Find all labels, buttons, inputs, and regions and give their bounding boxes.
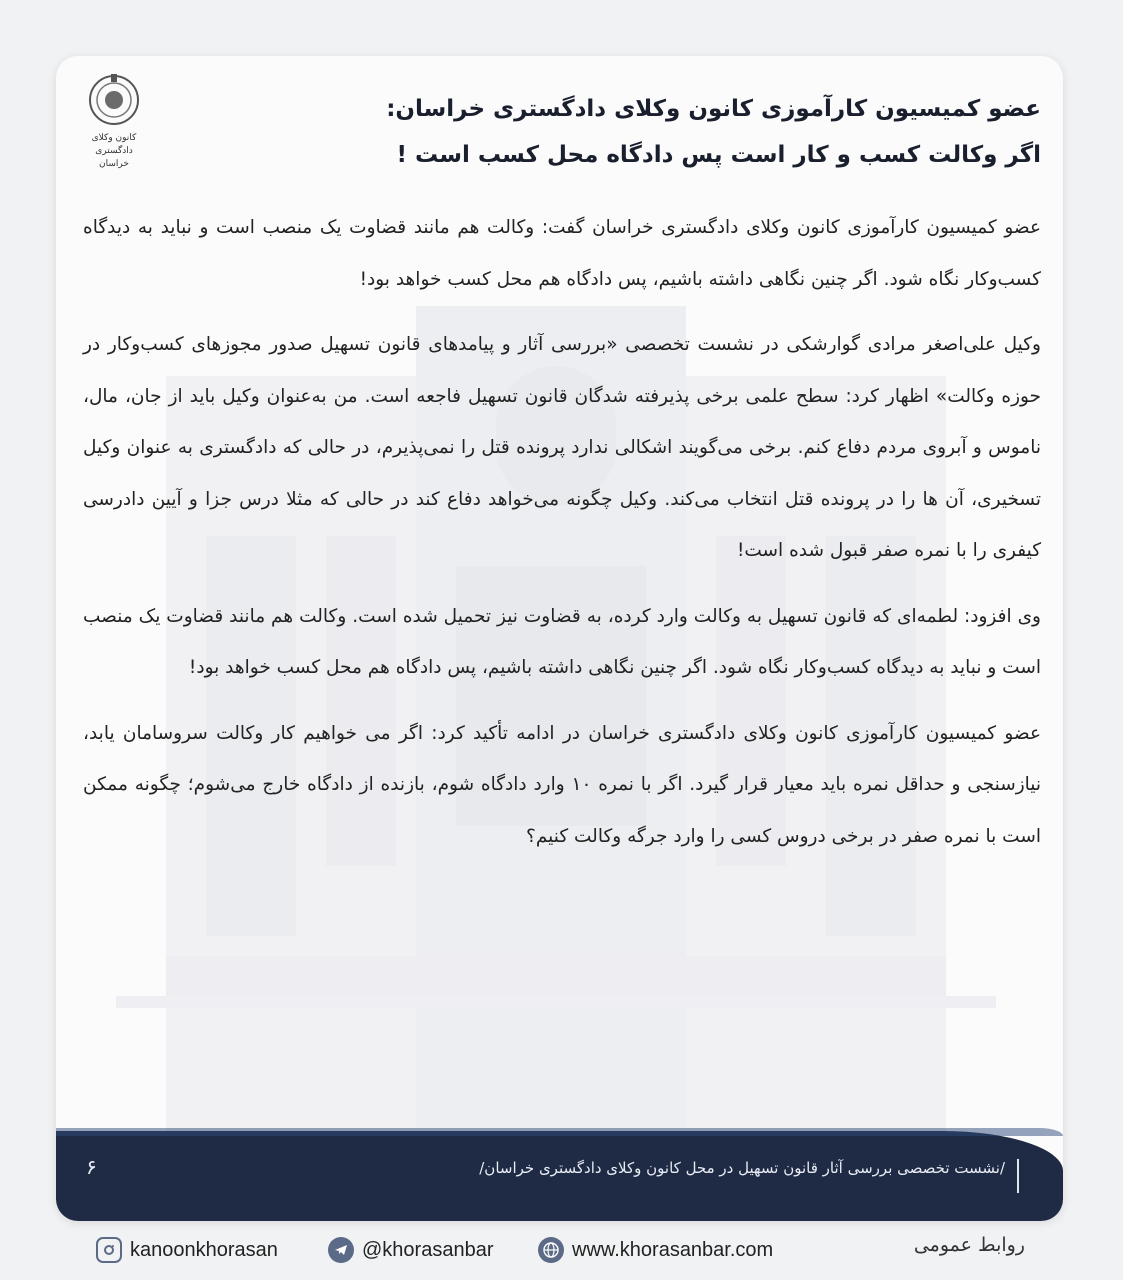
footer-bar xyxy=(56,1131,1063,1221)
bar-association-logo xyxy=(84,70,144,169)
paragraph-4: عضو کمیسیون کارآموزی کانون وکلای دادگستری خراسان در ادامه تأکید کرد: اگر می خواهیم کار وکالت سروسامان یابد، نیازسنجی و حداقل نمره باید معیار قرار گیرد. اگر با نمره ۱۰ وارد دادگاه شوم، بازنده از دادگاه خارج می‌شوم؛ چگونه ممکن است با نمره صفر در برخی دروس کسی را وارد جرگه وکالت کنیم؟ xyxy=(83,722,1041,847)
article-body xyxy=(83,202,1041,876)
footer-caption: /نشست تخصصی بررسی آثار قانون تسهیل در محل کانون وکلای دادگستری خراسان/ xyxy=(479,1159,1005,1177)
telegram-handle: @khorasanbar xyxy=(362,1238,494,1261)
paragraph-1: عضو کمیسیون کارآموزی کانون وکلای دادگستری خراسان گفت: وکالت هم مانند قضاوت یک منصب است و نباید به دیدگاه کسب‌وکار نگاه شود. اگر چنین نگاهی داشته باشیم، پس دادگاه هم محل کسب خواهد بود! xyxy=(83,217,1041,290)
telegram-contact[interactable] xyxy=(328,1234,493,1266)
public-relations-label: روابط عمومی xyxy=(913,1234,1025,1256)
page-number: ۶ xyxy=(86,1155,97,1179)
globe-icon xyxy=(538,1237,564,1263)
instagram-handle: kanoonkhorasan xyxy=(130,1238,278,1261)
footer-divider xyxy=(1017,1159,1019,1193)
instagram-contact[interactable] xyxy=(96,1234,278,1266)
paragraph-3: وی افزود: لطمه‌ای که قانون تسهیل به وکالت وارد کرده، به قضاوت نیز تحمیل شده است. وکالت هم مانند قضاوت یک منصب است و نباید به دیدگاه کسب‌وکار نگاه شود. اگر چنین نگاهی داشته باشیم، پس دادگاه هم محل کسب خواهد بود! xyxy=(83,605,1041,678)
instagram-icon xyxy=(96,1237,122,1263)
paragraph-2: وکیل علی‌اصغر مرادی گوارشکی در نشست تخصصی «بررسی آثار و پیامدهای قانون تسهیل صدور مجوزهای کسب‌وکار در حوزه وکالت» اظهار کرد: سطح علمی برخی پذیرفته شدگان قانون تسهیل فاجعه است. من به‌عنوان وکیل باید از جان، مال، ناموس و آبروی مردم دفاع کنم. برخی می‌گویند اشکالی ندارد پرونده قتل را نمی‌پذیرم، در حالی که دادگستری به عنوان وکیل تسخیری، آن ها را در پرونده قتل انتخاب می‌کند. وکیل چگونه می‌خواهد دفاع کند در حالی که مثلا درس جزا و آیین دادرسی کیفری را با نمره صفر قبول شده است! xyxy=(83,334,1041,561)
title-line-2: اگر وکالت کسب و کار است پس دادگاه محل کسب است ! xyxy=(396,142,1041,168)
article-card xyxy=(56,56,1063,1221)
article-title xyxy=(161,86,1041,178)
logo-text-line2: خراسان xyxy=(99,159,129,169)
telegram-icon xyxy=(328,1237,354,1263)
title-line-1: عضو کمیسیون کارآموزی کانون وکلای دادگستری خراسان: xyxy=(386,96,1041,122)
logo-text-line1: کانون وکلای دادگستری xyxy=(91,133,137,156)
website-url: www.khorasanbar.com xyxy=(572,1238,774,1261)
emblem-icon xyxy=(84,70,144,130)
website-contact[interactable] xyxy=(538,1234,773,1266)
contact-row xyxy=(0,1228,1123,1272)
